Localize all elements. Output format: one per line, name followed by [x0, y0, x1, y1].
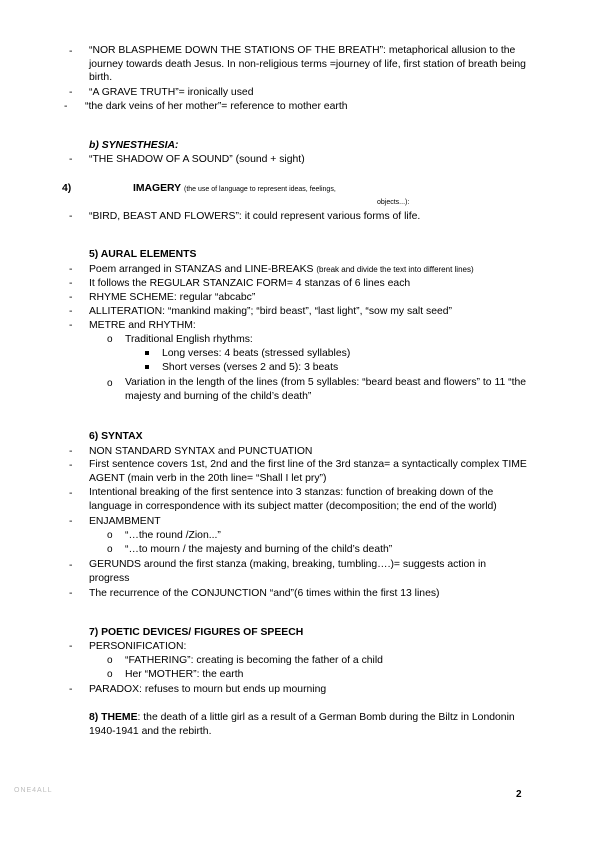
imagery-heading: IMAGERY	[133, 183, 182, 194]
aural-heading: 5) AURAL ELEMENTS	[89, 249, 197, 260]
poetic-sub-2: Her “MOTHER”: the earth	[125, 669, 244, 680]
imagery-note-1: (the use of language to represent ideas, feelings,	[184, 186, 336, 193]
bullet-dash: -	[69, 264, 73, 275]
aural-sub-2: Variation in the length of the lines (from 5 syllables: “beard beast and flowers” to 11 “the majesty and burning of the child’s death”	[125, 377, 527, 402]
aural-subsub-1: Long verses: 4 beats (stressed syllables)	[162, 348, 351, 359]
syntax-sub-1: “…the round /Zion...”	[125, 530, 221, 541]
bullet-dash: -	[69, 292, 73, 303]
bullet-circle: o	[107, 334, 113, 345]
bullet-dash: -	[69, 320, 73, 331]
imagery-note-2: objects...):	[377, 199, 410, 206]
bullet-dash: -	[69, 560, 73, 571]
syntax-sub-2: “…to mourn / the majesty and burning of the child’s death”	[125, 544, 393, 555]
bullet-dash: -	[69, 87, 73, 98]
aural-item-1	[89, 263, 474, 276]
aural-sub-1: Traditional English rhythms:	[125, 334, 253, 345]
bullet-square	[145, 365, 149, 369]
theme-heading: 8) THEME	[89, 712, 138, 723]
imagery-item-1: “BIRD, BEAST AND FLOWERS”: it could represent various forms of life.	[89, 211, 421, 222]
poetic-item-2: PARADOX: refuses to mourn but ends up mourning	[89, 684, 327, 695]
bullet-dash: -	[69, 460, 73, 471]
aural-item-4: ALLITERATION: “mankind making”; “bird beast”, “last light”, “sow my salt seed”	[89, 306, 453, 317]
theme-block	[89, 711, 529, 738]
footer-brand: ONE4ALL	[14, 787, 53, 794]
page-number: 2	[516, 789, 522, 800]
theme-text: : the death of a little girl as a result of a German Bomb during the Biltz in Londonin 1940-1941 and the rebirth.	[89, 712, 515, 737]
bullet-dash: -	[69, 154, 73, 165]
bullet-dash: -	[69, 306, 73, 317]
aural-item-2: It follows the REGULAR STANZAIC FORM= 4 stanzas of 6 lines each	[89, 278, 411, 289]
bullet-dash: -	[64, 101, 68, 112]
imagery-number: 4)	[62, 183, 72, 194]
syntax-item-6: The recurrence of the CONJUNCTION “and”(6 times within the first 13 lines)	[89, 588, 440, 599]
syntax-item-1: NON STANDARD SYNTAX and PUNCTUATION	[89, 446, 313, 457]
syntax-item-4: ENJAMBMENT	[89, 516, 161, 527]
top-item-3: “the dark veins of her mother”= reference to mother earth	[85, 101, 348, 112]
aural-item-3: RHYME SCHEME: regular “abcabc”	[89, 292, 256, 303]
bullet-dash: -	[69, 446, 73, 457]
bullet-dash: -	[69, 641, 73, 652]
synesthesia-heading: b) SYNESTHESIA:	[89, 140, 179, 151]
bullet-dash: -	[69, 516, 73, 527]
syntax-item-3: Intentional breaking of the first sentence into 3 stanzas: function of breaking down of the language in correspondence with its subject matter (decomposition; the end of the world)	[89, 487, 497, 512]
bullet-dash: -	[69, 588, 73, 599]
poetic-item-1: PERSONIFICATION:	[89, 641, 187, 652]
poetic-heading: 7) POETIC DEVICES/ FIGURES OF SPEECH	[89, 627, 304, 638]
bullet-square	[145, 351, 149, 355]
poetic-sub-1: “FATHERING”: creating is becoming the father of a child	[125, 655, 383, 666]
bullet-dash: -	[69, 684, 73, 695]
bullet-dash: -	[69, 211, 73, 222]
top-item-2: “A GRAVE TRUTH”= ironically used	[89, 87, 254, 98]
syntax-heading: 6) SYNTAX	[89, 431, 143, 442]
bullet-dash: -	[69, 46, 73, 57]
bullet-circle: o	[107, 544, 113, 555]
aural-subsub-2: Short verses (verses 2 and 5): 3 beats	[162, 362, 339, 373]
aural-item-1-main: Poem arranged in STANZAS and LINE-BREAKS	[89, 264, 314, 275]
syntax-item-5: GERUNDS around the first stanza (making, breaking, tumbling….)= suggests action in progress	[89, 559, 487, 584]
syntax-item-2: First sentence covers 1st, 2nd and the first line of the 3rd stanza= a syntactically complex TIME AGENT (main verb in the 20th line= “Shall I let pry”)	[89, 459, 527, 484]
bullet-circle: o	[107, 669, 113, 680]
synesthesia-item-1: “THE SHADOW OF A SOUND” (sound + sight)	[89, 154, 305, 165]
aural-item-1-note: (break and divide the text into different lines)	[316, 265, 474, 274]
aural-item-5: METRE and RHYTHM:	[89, 320, 196, 331]
bullet-dash: -	[69, 278, 73, 289]
top-item-1: “NOR BLASPHEME DOWN THE STATIONS OF THE BREATH”: metaphorical allusion to the journey towards death Jesus. In non-religious terms =journey of life, first station of breath being birth.	[89, 45, 526, 83]
bullet-dash: -	[69, 488, 73, 499]
bullet-circle: o	[107, 378, 113, 389]
imagery-heading-line	[133, 182, 336, 196]
bullet-circle: o	[107, 655, 113, 666]
bullet-circle: o	[107, 530, 113, 541]
